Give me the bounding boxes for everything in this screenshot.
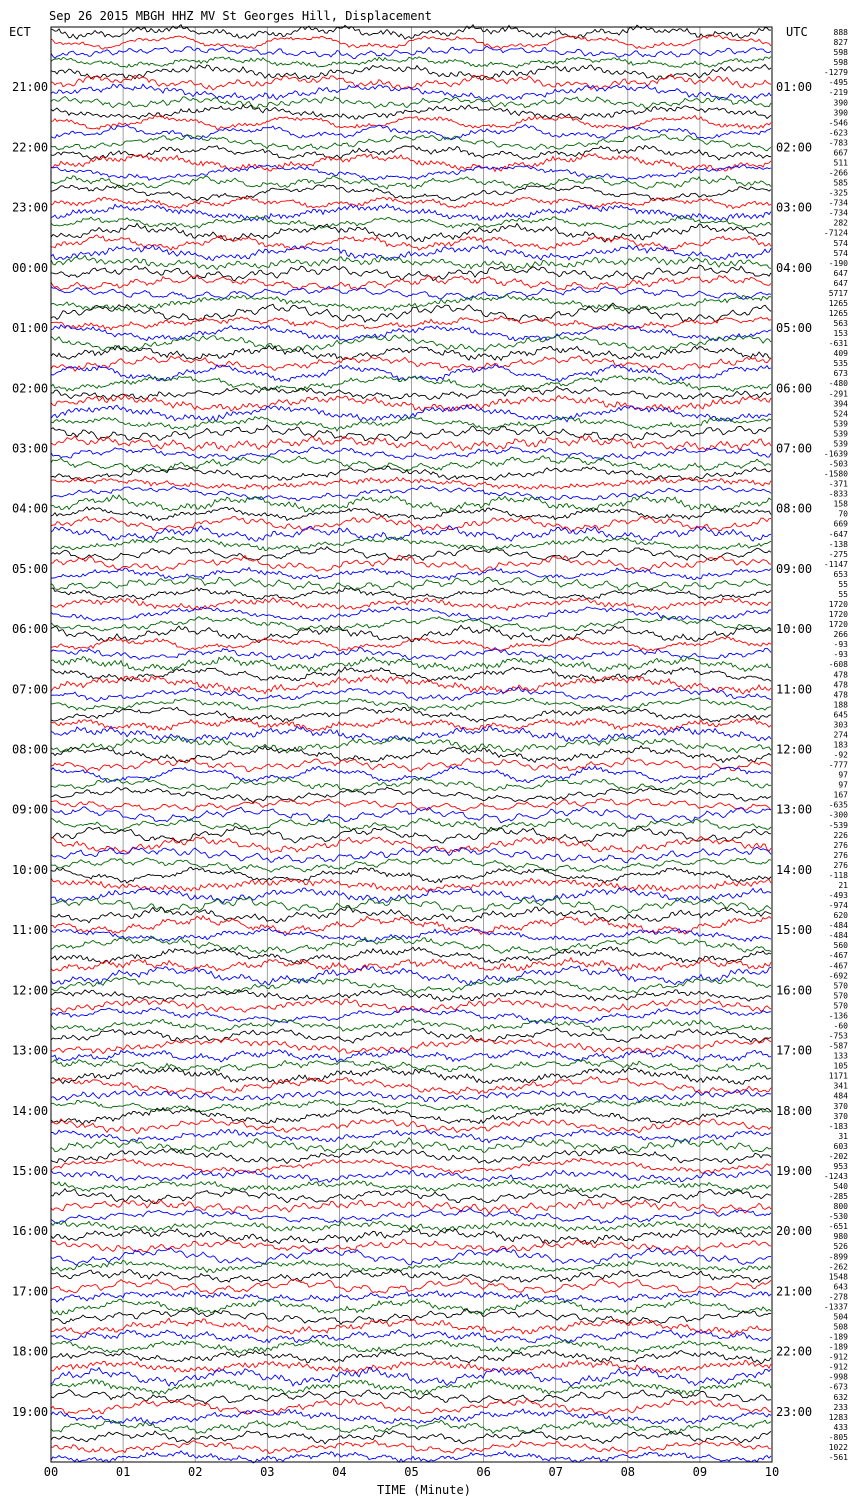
trace-offset-value: 504 bbox=[833, 1312, 848, 1322]
left-hour-label: 21:00 bbox=[12, 80, 49, 95]
right-hour-label: 20:00 bbox=[776, 1224, 813, 1239]
trace-offset-value: -467 bbox=[828, 951, 848, 961]
trace-offset-value: -912 bbox=[828, 1352, 848, 1362]
right-hour-label: 10:00 bbox=[776, 622, 813, 637]
trace-offset-value: -912 bbox=[828, 1362, 848, 1372]
trace-offset-value: -219 bbox=[828, 88, 848, 98]
trace-offset-value: -183 bbox=[828, 1121, 848, 1131]
trace-offset-value: 647 bbox=[833, 278, 848, 288]
trace-offset-value: 1720 bbox=[828, 600, 848, 610]
trace-offset-value: -92 bbox=[833, 750, 848, 760]
trace-offset-value: 433 bbox=[833, 1422, 848, 1432]
left-hour-label: 09:00 bbox=[12, 802, 49, 817]
trace-offset-value: 526 bbox=[833, 1242, 848, 1252]
trace-offset-value: 167 bbox=[833, 790, 848, 800]
trace-offset-value: -325 bbox=[828, 188, 848, 198]
trace-offset-value: 55 bbox=[838, 579, 848, 589]
trace-offset-value: -275 bbox=[828, 549, 848, 559]
trace-offset-value: -561 bbox=[828, 1452, 848, 1462]
trace-offset-value: -285 bbox=[828, 1192, 848, 1202]
left-hour-label: 15:00 bbox=[12, 1163, 49, 1178]
right-hour-label: 09:00 bbox=[776, 561, 813, 576]
trace-offset-value: -974 bbox=[828, 901, 848, 911]
trace-offset-value: 574 bbox=[833, 238, 848, 248]
left-hour-label: 13:00 bbox=[12, 1043, 49, 1058]
trace-offset-value: -546 bbox=[828, 118, 848, 128]
trace-offset-value: -60 bbox=[833, 1021, 848, 1031]
trace-offset-value: 585 bbox=[833, 178, 848, 188]
trace-offset-value: -484 bbox=[828, 931, 848, 941]
trace-offset-value: 620 bbox=[833, 911, 848, 921]
trace-offset-value: 632 bbox=[833, 1392, 848, 1402]
trace-offset-value: -734 bbox=[828, 198, 848, 208]
trace-offset-value: -189 bbox=[828, 1332, 848, 1342]
chart-title: Sep 26 2015 MBGH HHZ MV St Georges Hill, Displacement bbox=[49, 9, 432, 23]
trace-offset-value: 97 bbox=[838, 780, 848, 790]
x-tick-label: 10 bbox=[764, 1465, 780, 1479]
trace-offset-value: 31 bbox=[838, 1131, 848, 1141]
trace-offset-value: 598 bbox=[833, 48, 848, 58]
trace-offset-value: -805 bbox=[828, 1432, 848, 1442]
trace-offset-value: -1243 bbox=[823, 1172, 848, 1182]
trace-offset-value: -138 bbox=[828, 539, 848, 549]
trace-offset-value: 276 bbox=[833, 840, 848, 850]
trace-offset-value: -480 bbox=[828, 379, 848, 389]
trace-offset-value: 511 bbox=[833, 158, 848, 168]
trace-offset-value: -93 bbox=[833, 640, 848, 650]
trace-offset-value: -503 bbox=[828, 459, 848, 469]
trace-offset-value: 274 bbox=[833, 730, 848, 740]
left-hour-label: 06:00 bbox=[12, 622, 49, 637]
left-hour-label: 01:00 bbox=[12, 321, 49, 336]
left-hour-label: 16:00 bbox=[12, 1224, 49, 1239]
trace-offset-value: -623 bbox=[828, 128, 848, 138]
trace-offset-value: 669 bbox=[833, 519, 848, 529]
trace-offset-value: 827 bbox=[833, 38, 848, 48]
trace-offset-value: -1580 bbox=[823, 469, 848, 479]
x-tick-label: 04 bbox=[332, 1465, 347, 1479]
left-hour-label: 18:00 bbox=[12, 1344, 49, 1359]
trace-offset-value: 158 bbox=[833, 499, 848, 509]
trace-offset-value: 5717 bbox=[828, 288, 848, 298]
trace-offset-value: -833 bbox=[828, 489, 848, 499]
x-tick-label: 08 bbox=[620, 1465, 636, 1479]
trace-offset-value: 1720 bbox=[828, 610, 848, 620]
trace-offset-value: -1279 bbox=[823, 68, 848, 78]
trace-offset-value: -753 bbox=[828, 1031, 848, 1041]
left-hour-label: 03:00 bbox=[12, 441, 49, 456]
trace-offset-value: 539 bbox=[833, 439, 848, 449]
trace-offset-value: 266 bbox=[833, 630, 848, 640]
trace-offset-value: -493 bbox=[828, 891, 848, 901]
trace-offset-value: 188 bbox=[833, 700, 848, 710]
trace-offset-value: 153 bbox=[833, 329, 848, 339]
trace-offset-value: 647 bbox=[833, 268, 848, 278]
trace-offset-value: -631 bbox=[828, 339, 848, 349]
trace-offset-value: 370 bbox=[833, 1111, 848, 1121]
left-hour-label: 19:00 bbox=[12, 1404, 49, 1419]
trace-offset-value: 535 bbox=[833, 359, 848, 369]
trace-offset-value: 570 bbox=[833, 981, 848, 991]
trace-offset-value: -300 bbox=[828, 810, 848, 820]
left-hour-label: 08:00 bbox=[12, 742, 49, 757]
trace-offset-value: -467 bbox=[828, 961, 848, 971]
right-hour-label: 08:00 bbox=[776, 501, 813, 516]
trace-offset-value: -7124 bbox=[823, 228, 848, 238]
trace-offset-value: -673 bbox=[828, 1382, 848, 1392]
trace-offset-value: -530 bbox=[828, 1212, 848, 1222]
trace-offset-value: 598 bbox=[833, 58, 848, 68]
x-tick-label: 07 bbox=[548, 1465, 563, 1479]
trace-offset-value: 478 bbox=[833, 680, 848, 690]
trace-offset-value: -539 bbox=[828, 820, 848, 830]
trace-offset-value: 478 bbox=[833, 690, 848, 700]
trace-offset-value: -190 bbox=[828, 258, 848, 268]
x-tick-label: 03 bbox=[260, 1465, 275, 1479]
trace-offset-value: 183 bbox=[833, 740, 848, 750]
trace-offset-value: -118 bbox=[828, 870, 848, 880]
right-hour-label: 04:00 bbox=[776, 260, 813, 275]
trace-offset-value: 980 bbox=[833, 1232, 848, 1242]
trace-offset-value: 390 bbox=[833, 108, 848, 118]
trace-offset-value: 303 bbox=[833, 720, 848, 730]
right-hour-label: 21:00 bbox=[776, 1284, 813, 1299]
right-hour-label: 15:00 bbox=[776, 923, 813, 938]
trace-offset-value: 508 bbox=[833, 1322, 848, 1332]
trace-offset-value: 282 bbox=[833, 218, 848, 228]
trace-offset-value: -734 bbox=[828, 208, 848, 218]
trace-offset-value: -777 bbox=[828, 760, 848, 770]
x-tick-label: 05 bbox=[404, 1465, 419, 1479]
x-tick-label: 01 bbox=[115, 1465, 131, 1479]
left-hour-label: 02:00 bbox=[12, 381, 49, 396]
trace-offset-value: -93 bbox=[833, 650, 848, 660]
trace-offset-value: 574 bbox=[833, 248, 848, 258]
trace-offset-value: 341 bbox=[833, 1081, 848, 1091]
trace-offset-value: 133 bbox=[833, 1051, 848, 1061]
trace-offset-value: -189 bbox=[828, 1342, 848, 1352]
trace-offset-value: 888 bbox=[833, 28, 848, 38]
trace-offset-value: 1265 bbox=[828, 298, 848, 308]
trace-offset-value: 560 bbox=[833, 941, 848, 951]
trace-offset-value: 1548 bbox=[828, 1272, 848, 1282]
left-axis-label: ECT bbox=[9, 25, 31, 39]
trace-offset-value: 276 bbox=[833, 850, 848, 860]
trace-offset-value: 1171 bbox=[828, 1071, 848, 1081]
trace-offset-value: -202 bbox=[828, 1151, 848, 1161]
right-hour-label: 01:00 bbox=[776, 80, 813, 95]
trace-offset-value: -647 bbox=[828, 529, 848, 539]
trace-offset-value: 484 bbox=[833, 1091, 848, 1101]
right-hour-label: 06:00 bbox=[776, 381, 813, 396]
x-tick-label: 02 bbox=[187, 1465, 203, 1479]
trace-offset-value: 524 bbox=[833, 409, 848, 419]
left-hour-label: 22:00 bbox=[12, 140, 49, 155]
left-hour-label: 17:00 bbox=[12, 1284, 49, 1299]
left-hour-label: 07:00 bbox=[12, 682, 49, 697]
right-hour-label: 19:00 bbox=[776, 1163, 813, 1178]
trace-offset-value: 55 bbox=[838, 589, 848, 599]
left-hour-label: 04:00 bbox=[12, 501, 49, 516]
trace-offset-value: 1022 bbox=[828, 1442, 848, 1452]
trace-offset-value: -635 bbox=[828, 800, 848, 810]
trace-offset-value: -136 bbox=[828, 1011, 848, 1021]
trace-offset-value: 226 bbox=[833, 830, 848, 840]
trace-offset-value: -1337 bbox=[823, 1302, 848, 1312]
trace-offset-value: 540 bbox=[833, 1182, 848, 1192]
trace-offset-value: -262 bbox=[828, 1262, 848, 1272]
right-hour-label: 05:00 bbox=[776, 321, 813, 336]
trace-offset-value: 370 bbox=[833, 1101, 848, 1111]
right-hour-label: 18:00 bbox=[776, 1103, 813, 1118]
left-hour-label: 12:00 bbox=[12, 983, 49, 998]
right-hour-label: 02:00 bbox=[776, 140, 813, 155]
trace-offset-value: -651 bbox=[828, 1222, 848, 1232]
trace-offset-value: 603 bbox=[833, 1141, 848, 1151]
trace-offset-value: 645 bbox=[833, 710, 848, 720]
left-hour-label: 14:00 bbox=[12, 1103, 49, 1118]
trace-offset-value: 953 bbox=[833, 1161, 848, 1171]
trace-offset-value: -1147 bbox=[823, 559, 848, 569]
right-hour-label: 14:00 bbox=[776, 862, 813, 877]
trace-offset-value: 539 bbox=[833, 429, 848, 439]
right-hour-label: 16:00 bbox=[776, 983, 813, 998]
right-hour-label: 03:00 bbox=[776, 200, 813, 215]
right-hour-label: 17:00 bbox=[776, 1043, 813, 1058]
trace-offset-value: -291 bbox=[828, 389, 848, 399]
x-tick-label: 09 bbox=[692, 1465, 708, 1479]
trace-offset-value: 97 bbox=[838, 770, 848, 780]
trace-offset-value: 390 bbox=[833, 98, 848, 108]
left-hour-label: 11:00 bbox=[12, 923, 49, 938]
x-tick-label: 06 bbox=[476, 1465, 491, 1479]
trace-offset-value: -587 bbox=[828, 1041, 848, 1051]
right-hour-label: 22:00 bbox=[776, 1344, 813, 1359]
trace-offset-value: 105 bbox=[833, 1061, 848, 1071]
trace-offset-value: 563 bbox=[833, 319, 848, 329]
left-hour-label: 10:00 bbox=[12, 862, 49, 877]
trace-offset-value: -783 bbox=[828, 138, 848, 148]
x-axis-title: TIME (Minute) bbox=[377, 1483, 471, 1497]
trace-offset-value: 478 bbox=[833, 670, 848, 680]
trace-offset-value: -278 bbox=[828, 1292, 848, 1302]
trace-offset-value: 70 bbox=[838, 509, 848, 519]
right-hour-label: 12:00 bbox=[776, 742, 813, 757]
trace-offset-value: 1265 bbox=[828, 308, 848, 318]
trace-offset-value: -484 bbox=[828, 921, 848, 931]
trace-offset-value: 1283 bbox=[828, 1412, 848, 1422]
left-hour-label: 05:00 bbox=[12, 561, 49, 576]
trace-offset-value: 1720 bbox=[828, 620, 848, 630]
trace-offset-value: 409 bbox=[833, 349, 848, 359]
trace-offset-value: 653 bbox=[833, 569, 848, 579]
trace-offset-value: -998 bbox=[828, 1372, 848, 1382]
trace-offset-value: -608 bbox=[828, 660, 848, 670]
right-hour-label: 23:00 bbox=[776, 1404, 813, 1419]
trace-offset-value: 643 bbox=[833, 1282, 848, 1292]
trace-offset-value: 673 bbox=[833, 369, 848, 379]
trace-offset-value: 276 bbox=[833, 860, 848, 870]
trace-offset-value: 667 bbox=[833, 148, 848, 158]
left-hour-label: 00:00 bbox=[12, 260, 49, 275]
right-axis-label: UTC bbox=[786, 25, 808, 39]
right-hour-label: 07:00 bbox=[776, 441, 813, 456]
trace-offset-value: -1639 bbox=[823, 449, 848, 459]
right-hour-label: 11:00 bbox=[776, 682, 813, 697]
trace-offset-value: -899 bbox=[828, 1252, 848, 1262]
trace-offset-value: 800 bbox=[833, 1202, 848, 1212]
trace-offset-value: 21 bbox=[838, 880, 848, 890]
trace-offset-value: -266 bbox=[828, 168, 848, 178]
trace-offset-value: 233 bbox=[833, 1402, 848, 1412]
x-tick-label: 00 bbox=[43, 1465, 59, 1479]
trace-offset-value: -692 bbox=[828, 971, 848, 981]
trace-offset-value: 394 bbox=[833, 399, 848, 409]
trace-offset-value: 570 bbox=[833, 991, 848, 1001]
trace-offset-value: 539 bbox=[833, 419, 848, 429]
right-hour-label: 13:00 bbox=[776, 802, 813, 817]
left-hour-label: 23:00 bbox=[12, 200, 49, 215]
trace-offset-value: 570 bbox=[833, 1001, 848, 1011]
trace-offset-value: -371 bbox=[828, 479, 848, 489]
trace-offset-value: -495 bbox=[828, 78, 848, 88]
